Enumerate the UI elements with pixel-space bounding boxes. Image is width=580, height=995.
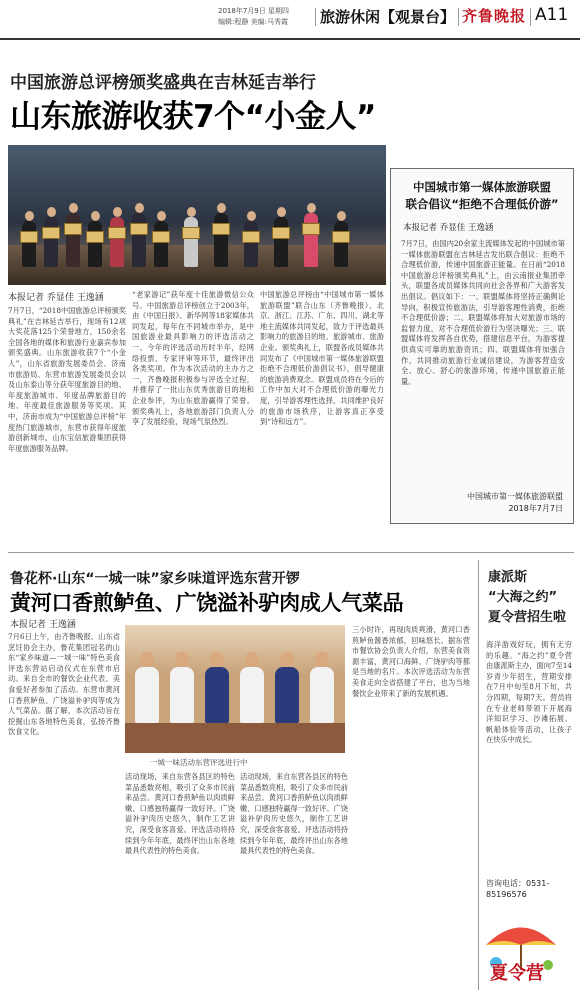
- proposal-title: [391, 179, 573, 213]
- ceremony-person-head: [113, 207, 122, 217]
- summer-camp-graphic: [476, 915, 566, 985]
- event-person: [135, 667, 159, 723]
- ceremony-person: [184, 217, 198, 267]
- event-person-head: [210, 652, 224, 667]
- divider-bar: [458, 8, 459, 26]
- award-certificate: [86, 231, 104, 243]
- award-certificate: [20, 231, 38, 243]
- ceremony-person: [154, 221, 168, 267]
- ceremony-person-head: [135, 203, 144, 213]
- ceremony-person-head: [247, 211, 256, 221]
- event-person-head: [315, 652, 329, 667]
- camp-title-line1: 康派斯: [488, 570, 528, 585]
- camp-title-line2: “大海之约”: [488, 590, 558, 605]
- event-person-head: [280, 652, 294, 667]
- masthead: [0, 0, 580, 40]
- article1-col2: “老家游记”获年度十佳旅游微信公众号。中国旅游总评榜创立于2003年，由《中国日报》、新华网等18家媒体共同发起，每年在不同城市举办，是中国旅游业最具影响力的评选活动之一。今年的评选活动历时半年，经网络投票、专家评审等环节，最终评出各类奖项。作为本次活动的主办方之一，齐鲁晚报积极参与评选全过程，并推荐了一批山东优秀旅游目的地和企业参评，为山东旅游赢得了荣誉。颁奖典礼上，各地旅游部门负责人分享了发展经验，现场气氛热烈。: [132, 290, 254, 427]
- award-certificate: [130, 223, 148, 235]
- ceremony-person-head: [337, 211, 346, 221]
- section-divider: [8, 552, 574, 553]
- ceremony-person: [214, 213, 228, 267]
- ceremony-person: [334, 221, 348, 267]
- ceremony-person-head: [157, 211, 166, 221]
- award-certificate: [302, 223, 320, 235]
- camp-contact: 咨询电话：0531-85196576: [486, 879, 550, 899]
- proposal-signer: 中国城市第一媒体旅游联盟: [467, 492, 563, 501]
- article2-byline: 本报记者 王逸涵: [10, 620, 76, 630]
- event-person-head: [175, 652, 189, 667]
- award-certificate: [64, 223, 82, 235]
- camp-body: 海洋游戏好玩，拥有无穷的乐趣。“海之约”夏令营由康派斯主办，面向7至14岁青少年招生，营期安排在7月中旬至8月下旬，共分四期，每期7天。营员将在专业老师带领下开展海洋知识学习、沙滩拓展、帆船体验等活动，让孩子在快乐中成长。: [486, 640, 572, 745]
- article2-headline: 黄河口香煎鲈鱼、广饶溢补驴肉成人气菜品: [10, 591, 404, 615]
- event-person: [310, 667, 334, 723]
- section-title: 旅游休闲【观景台】: [320, 8, 456, 26]
- issue-date: 2018年7月9日 星期四: [218, 7, 289, 15]
- event-person: [275, 667, 299, 723]
- page-number: A11: [535, 5, 569, 25]
- newspaper-logo: 齐鲁晚报: [462, 7, 527, 25]
- ceremony-person: [274, 217, 288, 267]
- proposal-date: 2018年7月7日: [508, 504, 563, 513]
- ceremony-person-head: [47, 207, 56, 217]
- proposal-signature: [467, 491, 563, 515]
- masthead-meta: [218, 6, 289, 28]
- divider-bar: [315, 8, 316, 26]
- food-event-photo: [125, 625, 345, 753]
- ceremony-person: [244, 221, 258, 267]
- award-certificate: [242, 231, 260, 243]
- article2-col2: 活动现场，来自东营各县区的特色菜品悉数亮相，吸引了众多市民前来品尝。黄河口香煎鲈鱼以肉质鲜嫩、口感独特赢得一致好评。广饶溢补驴肉历史悠久，制作工艺讲究，深受食客喜爱。评选活动将持续到今年年底，最终评出山东各地最具代表性的特色美食。: [125, 772, 235, 856]
- event-person-head: [140, 652, 154, 667]
- ceremony-person-head: [91, 211, 100, 221]
- event-person: [170, 667, 194, 723]
- photo2-backdrop: [125, 625, 345, 675]
- ceremony-person-head: [69, 203, 78, 213]
- award-certificate: [332, 231, 350, 243]
- alliance-proposal-box: [390, 168, 574, 524]
- divider-bar: [530, 8, 531, 26]
- award-certificate: [152, 231, 170, 243]
- ceremony-person: [132, 213, 146, 267]
- article1-kicker: 中国旅游总评榜颁奖盛典在吉林延吉举行: [10, 73, 316, 93]
- award-certificate: [108, 227, 126, 239]
- photo2-table: [125, 723, 345, 753]
- article2-kicker: 鲁花杯·山东“一城一味”家乡味道评选东营开锣: [10, 571, 300, 587]
- article2-col1: 7月6日上午，由齐鲁晚报、山东省烹饪协会主办，鲁花集团冠名的山东“家乡味道—一城一味”特色美食评选东营站启动仪式在东营市启动。来自全市的餐饮企业代表、美食爱好者参加了活动。东营市黄河口香煎鲈鱼、广饶溢补驴肉等成为人气菜品。据了解，本次活动旨在挖掘山东各地特色美食，弘扬齐鲁饮食文化。: [8, 632, 120, 737]
- article1-col1: 7月7日，“2018中国旅游总评榜颁奖典礼”在吉林延吉举行，现场有12项大奖花落125个荣誉地方，150余名全国各地的媒体和旅游行业嘉宾参加颁奖盛典。山东旅游收获7个“小金人”，山东省旅游发展委员会、济南市旅游局、东营市旅游发展委员会以及山东泰山等分获年度旅游目的地、年度旅游城市、年度品牌旅游目的地、年度最佳旅游服务等奖项。其中，济南市成为“中国旅游总评榜”年度热门旅游城市，东营市获得年度旅游创新城市，山东宝信旅游集团获得年度旅游服务品牌。: [8, 306, 126, 453]
- event-person: [240, 667, 264, 723]
- ceremony-person: [44, 217, 58, 267]
- event-person-head: [245, 652, 259, 667]
- ceremony-person-head: [307, 203, 316, 213]
- ceremony-person-head: [277, 207, 286, 217]
- editor-credits: 编辑:程静 美编:马秀霞: [218, 18, 288, 26]
- proposal-byline: 本报记者 乔显佳 王逸涵: [403, 223, 494, 233]
- ceremony-person-head: [25, 211, 34, 221]
- camp-title: [488, 568, 566, 628]
- ceremony-person-head: [187, 207, 196, 217]
- article1-col3: 中国旅游总评榜由“中国城市第一媒体旅游联盟”联合山东（齐鲁晚报）、北京、浙江、江苏、广东、四川、湖北等地主流媒体共同发起，致力于评选最具影响力的旅游目的地、旅游城市、旅游企业。颁奖典礼上，联盟各成员媒体共同发布了《中国城市第一媒体旅游联盟拒绝不合理低价游倡议书》，倡导健康的旅游消费观念。联盟成员将在今后的工作中加大对不合理低价游的曝光力度，引导游客理性选择，共同维护良好的旅游市场秩序，让游客真正享受到“诗和远方”。: [260, 290, 384, 427]
- ceremony-person: [304, 213, 318, 267]
- award-certificate: [212, 223, 230, 235]
- ceremony-person: [88, 221, 102, 267]
- ceremony-person: [22, 221, 36, 267]
- ceremony-person: [110, 217, 124, 267]
- proposal-title-line2: 联合倡议“拒绝不合理低价游”: [405, 197, 559, 211]
- camp-title-line3: 夏令营招生啦: [488, 610, 567, 625]
- award-certificate: [182, 227, 200, 239]
- ceremony-person-head: [217, 203, 226, 213]
- event-person: [205, 667, 229, 723]
- proposal-title-line1: 中国城市第一媒体旅游联盟: [413, 180, 551, 194]
- festival-label: 夏令营: [490, 963, 544, 984]
- award-certificate: [272, 227, 290, 239]
- food-photo-caption: 一城一味活动东营评选进行中: [150, 758, 248, 767]
- article1-byline: 本报记者 乔显佳 王逸涵: [8, 293, 104, 303]
- award-certificate: [42, 227, 60, 239]
- article2-col3: 三小时许，再现肉质爽滑，黄河口香煎鲈鱼酱香浓郁，回味悠长。据东营市餐饮协会负责人介绍，东营美食资源丰富，黄河口海鲜、广饶驴肉等都是当地的名片。本次评选活动为东营美食走向全省搭建了平台，也为当地餐饮企业带来了新的发展机遇。: [352, 625, 470, 698]
- article2-col2b: 活动现场，来自东营各县区的特色菜品悉数亮相，吸引了众多市民前来品尝。黄河口香煎鲈鱼以肉质鲜嫩、口感独特赢得一致好评。广饶溢补驴肉历史悠久，制作工艺讲究，深受食客喜爱。评选活动将持续到今年年底，最终评出山东各地最具代表性的特色美食。: [240, 772, 348, 856]
- proposal-body: 7月7日，由国内20余家主流媒体发起的中国城市第一媒体旅游联盟在吉林延吉发出联合倡议：拒绝不合理低价游，传递中国旅游正能量。在日前“2018中国旅游总评榜颁奖典礼”上，由云南报业集团牵头，联盟各成员媒体共同向社会各界和广大游客发出倡议。倡议如下：一、联盟媒体将坚持正确舆论导向，积极宣传旅游法，引导游客理性消费，拒绝不合理低价游；二、联盟媒体将加大对旅游市场的监督力度，对不合理低价游行为坚决曝光；三、联盟媒体将发挥各自优势，搭建信息平台，为游客提供真实可靠的旅游资讯；四、联盟媒体将加强合作，共同推动旅游行业诚信建设，为游客营造安全、放心、舒心的旅游环境，传递中国旅游正能量。: [401, 239, 565, 386]
- award-ceremony-photo: [8, 145, 386, 285]
- article1-headline: 山东旅游收获7个“小金人”: [10, 99, 376, 135]
- ceremony-person: [66, 213, 80, 267]
